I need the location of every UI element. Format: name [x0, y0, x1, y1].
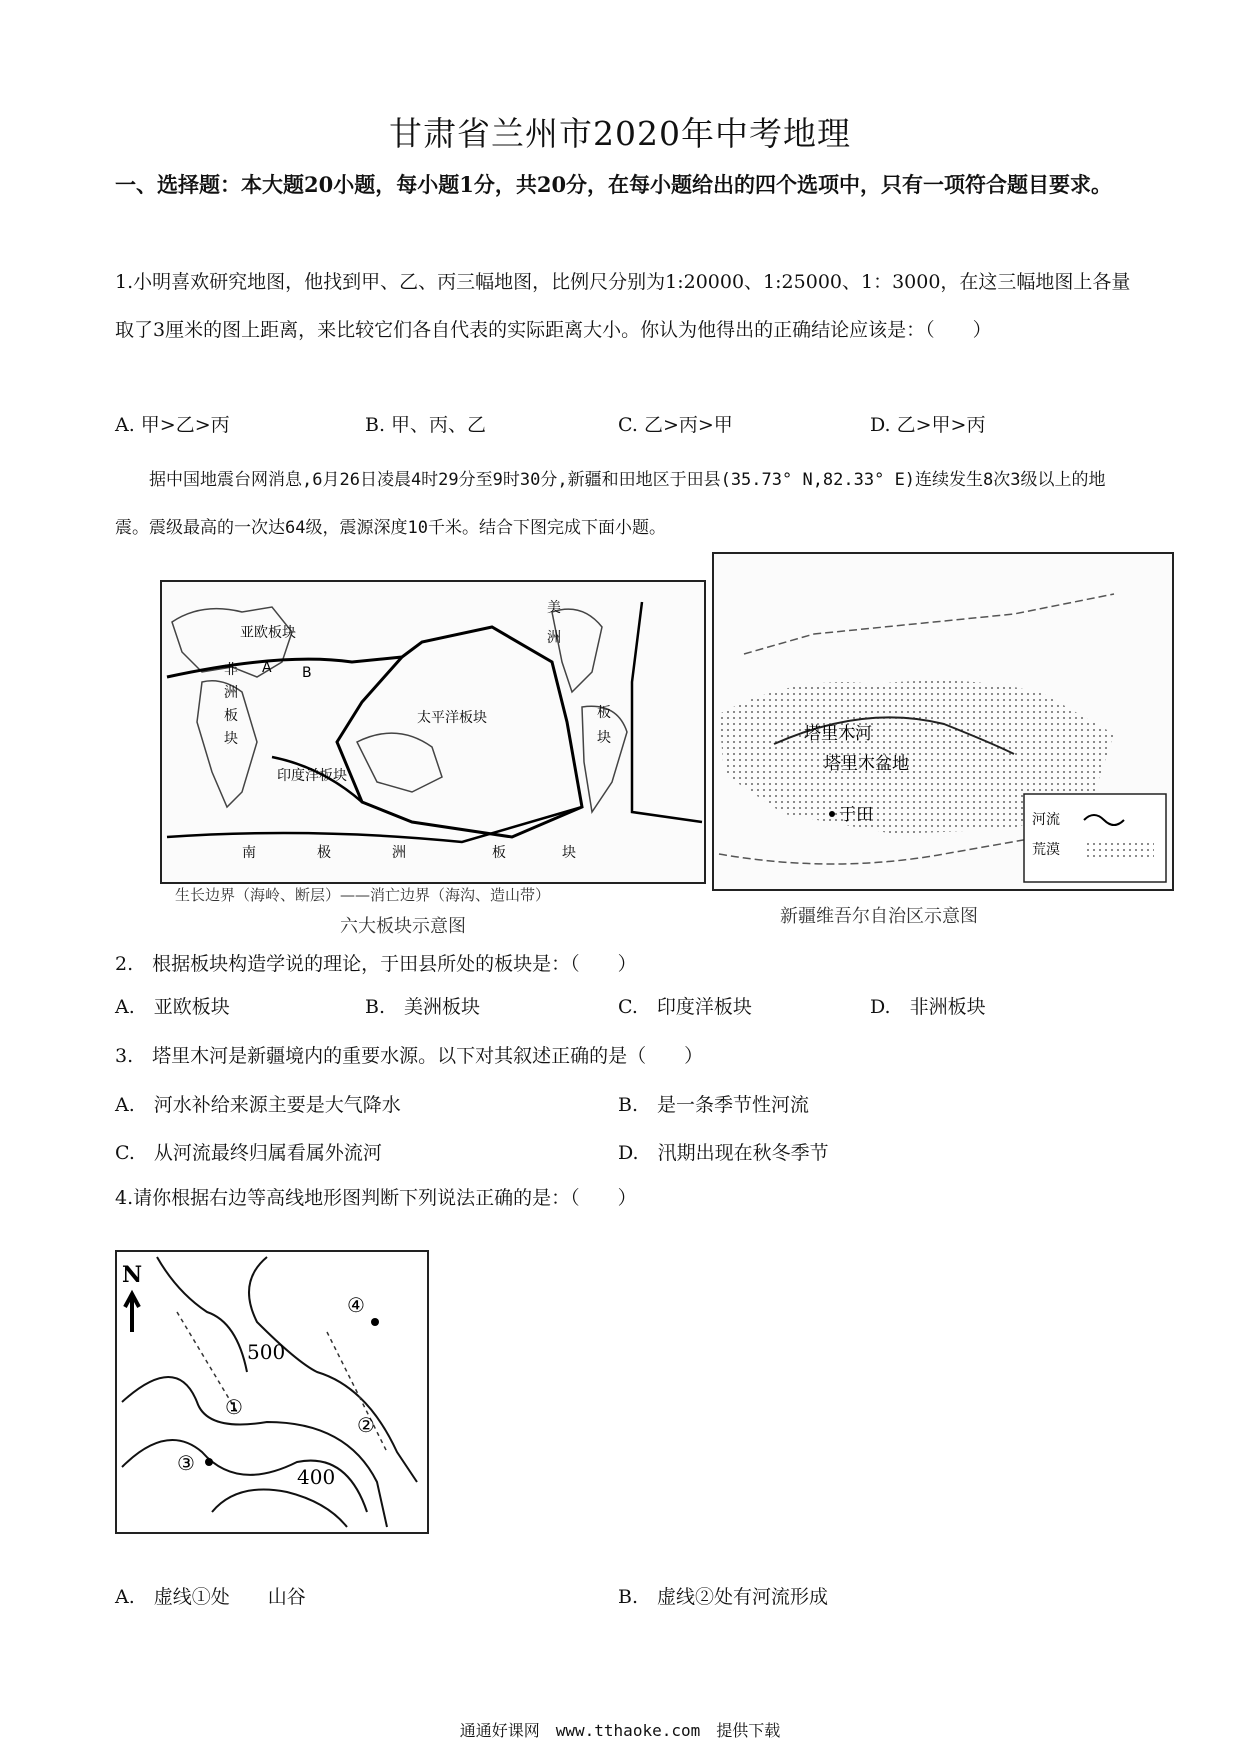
yutian-marker: [829, 811, 835, 817]
contour-map: [115, 1250, 429, 1534]
antarctic-char-4: 板: [492, 845, 506, 861]
q3-option-c: C. 从河流最终归属看属外流河: [115, 1142, 382, 1164]
antarctic-char-3: 洲: [392, 845, 406, 861]
contour-400-label: 400: [297, 1465, 336, 1489]
point-3-dot: [205, 1458, 213, 1466]
antarctic-char-1: 南: [242, 845, 256, 861]
q2-option-a: A. 亚欧板块: [115, 996, 230, 1018]
indian-label: 印度洋板块: [277, 768, 347, 784]
question-3-stem: 3. 塔里木河是新疆境内的重要水源。以下对其叙述正确的是（ ）: [115, 1045, 704, 1067]
contour-map-drawing: [117, 1252, 427, 1532]
plates-map: [160, 580, 706, 884]
pacific-label: 太平洋板块: [417, 710, 487, 726]
passage: 据中国地震台网消息,6月26日凌晨4时29分至9时30分,新疆和田地区于田县(35.73° N,82.33° E)连续发生8次3级以上的地震。震级最高的一次达64级，震源深度10千米。结合下图完成下面小题。: [115, 470, 1106, 538]
xinjiang-map: [712, 552, 1174, 891]
tarim-basin-label: 塔里木盆地: [824, 754, 909, 774]
section-heading: 一、选择题：本大题20小题，每小题1分，共20分，在每小题给出的四个选项中，只有一项符合题目要求。: [115, 172, 1113, 197]
plates-legend: 生长边界（海岭、断层）——消亡边界（海沟、造山带）: [175, 886, 551, 904]
page-footer[interactable]: 通通好课网 www.tthaoke.com 提供下载: [459, 1721, 781, 1740]
q2-option-c: C. 印度洋板块: [618, 996, 752, 1018]
tarim-river-label: 塔里木河: [804, 724, 872, 744]
q2-option-b: B. 美洲板块: [365, 996, 481, 1018]
africa-char-3: 板: [224, 708, 238, 724]
map2-legend-box: [1024, 794, 1166, 882]
america-char-3: 板: [597, 705, 611, 721]
plates-caption: 六大板块示意图: [340, 916, 466, 937]
marker-3: ③: [177, 1451, 195, 1475]
q4-option-a: A. 虚线①处 山谷: [115, 1586, 306, 1608]
antarctic-char-5: 块: [562, 845, 576, 861]
q1-option-b: B. 甲、丙、乙: [365, 414, 487, 436]
legend-desert-symbol: [1084, 842, 1154, 858]
legend-desert-label: 荒漠: [1032, 842, 1060, 858]
label-a: A: [262, 660, 272, 676]
page-title: 甘肃省兰州市2020年中考地理: [389, 114, 851, 153]
question-2-stem: 2. 根据板块构造学说的理论，于田县所处的板块是：（ ）: [115, 953, 637, 975]
america-char-2: 洲: [547, 630, 561, 646]
marker-2: ②: [357, 1413, 375, 1437]
q3-option-a: A. 河水补给来源主要是大气降水: [115, 1094, 401, 1116]
question-1-stem: 1.小明喜欢研究地图，他找到甲、乙、丙三幅地图，比例尺分别为1:20000、1:25000、1：3000，在这三幅地图上各量取了3厘米的图上距离，来比较它们各自代表的实际距离大小。你认为他得出的正确结论应该是：（ ）: [115, 271, 1131, 341]
africa-char-1: 非: [224, 662, 238, 678]
plates-map-drawing: [162, 582, 704, 882]
question-4-stem: 4.请你根据右边等高线地形图判断下列说法正确的是：（ ）: [115, 1187, 637, 1209]
xinjiang-caption: 新疆维吾尔自治区示意图: [780, 906, 978, 927]
marker-1: ①: [225, 1395, 243, 1419]
label-b: B: [302, 665, 312, 681]
q3-option-b: B. 是一条季节性河流: [618, 1094, 810, 1116]
q2-option-d: D. 非洲板块: [870, 996, 986, 1018]
north-arrow-icon: [125, 1294, 139, 1332]
africa-char-4: 块: [224, 731, 238, 747]
q1-option-d: D. 乙>甲>丙: [870, 414, 986, 436]
legend-river-label: 河流: [1032, 812, 1060, 828]
contour-500-label: 500: [247, 1340, 286, 1364]
xinjiang-map-drawing: [714, 554, 1172, 889]
north-label: N: [122, 1262, 143, 1288]
america-char-4: 块: [597, 730, 611, 746]
q1-option-c: C. 乙>丙>甲: [618, 414, 733, 436]
marker-4: ④: [347, 1293, 365, 1317]
yutian-label: 于田: [839, 805, 873, 825]
q1-option-a: A. 甲>乙>丙: [115, 414, 230, 436]
q4-option-b: B. 虚线②处有河流形成: [618, 1586, 829, 1608]
africa-char-2: 洲: [224, 685, 238, 701]
point-4-dot: [371, 1318, 379, 1326]
eurasia-label: 亚欧板块: [240, 625, 296, 641]
antarctic-char-2: 极: [317, 845, 331, 861]
america-char-1: 美: [547, 600, 561, 616]
q3-option-d: D. 汛期出现在秋冬季节: [618, 1142, 829, 1164]
